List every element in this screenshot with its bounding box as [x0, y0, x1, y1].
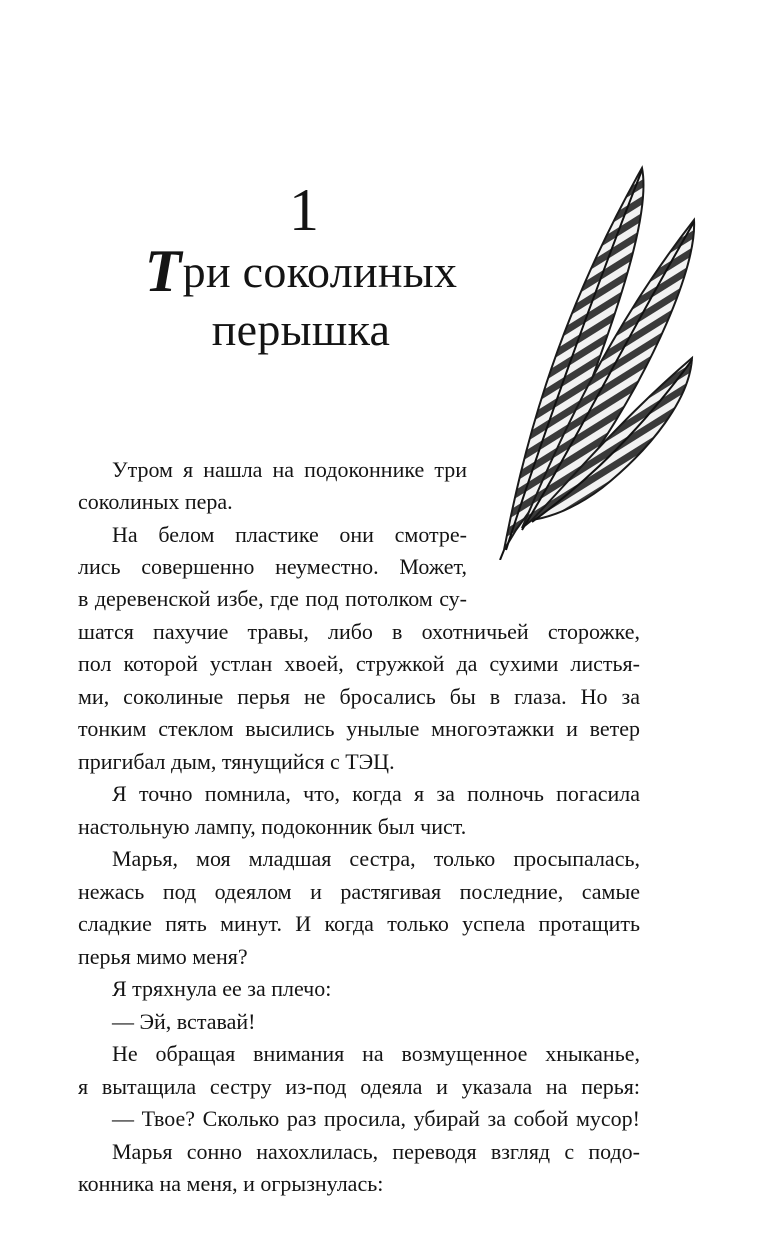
text-line: пол которой устлан хвоей, стружкой да сухими листья-: [78, 651, 640, 676]
text-line: в деревенской избе, где под потолком су-: [78, 586, 467, 611]
text-line: На белом пластике они смотре-: [112, 522, 467, 547]
chapter-title-rest: ри соколиных: [182, 246, 458, 297]
chapter-title-line-2: перышка: [211, 304, 391, 355]
chapter-title-line-1: [96, 238, 506, 304]
text-line: сладкие пять минут. И когда только успела протащить: [78, 911, 640, 936]
text-line: Марья, моя младшая сестра, только просыпалась,: [112, 846, 640, 871]
chapter-title: [96, 238, 506, 359]
text-line: нежась под одеялом и растягивая последние, самые: [78, 879, 640, 904]
text-line: — Эй, вставай!: [112, 1009, 256, 1034]
feathers-illustration: [492, 158, 702, 560]
text-line: ми, соколиные перья не бросались бы в глаза. Но за: [78, 684, 640, 709]
text-line: конника на меня, и огрызнулась:: [78, 1171, 384, 1196]
text-line: Марья сонно нахохлилась, переводя взгляд с подо-: [112, 1139, 640, 1164]
text-line: шатся пахучие травы, либо в охотничьей сторожке,: [78, 619, 640, 644]
text-line: Утром я нашла на подоконнике три: [112, 457, 467, 482]
text-line: тонким стеклом высились унылые многоэтажки и ветер: [78, 716, 640, 741]
text-line: лись совершенно неуместно. Может,: [78, 554, 467, 579]
text-line: Не обращая внимания на возмущенное хныканье,: [112, 1041, 640, 1066]
chapter-number: 1: [289, 177, 319, 243]
text-line: Я тряхнула ее за плечо:: [112, 976, 332, 1001]
text-line: настольную лампу, подоконник был чист.: [78, 814, 467, 839]
text-line: Я точно помнила, что, когда я за полночь погасила: [112, 781, 640, 806]
chapter-title-dropcap: Т: [144, 238, 182, 304]
text-line: пригибал дым, тянущийся с ТЭЦ.: [78, 749, 395, 774]
text-line: соколиных пера.: [78, 489, 233, 514]
text-line: перья мимо меня?: [78, 944, 248, 969]
text-line: — Твое? Сколько раз просила, убирай за собой мусор!: [112, 1106, 640, 1131]
text-line: я вытащила сестру из-под одеяла и указала на перья:: [78, 1074, 640, 1099]
